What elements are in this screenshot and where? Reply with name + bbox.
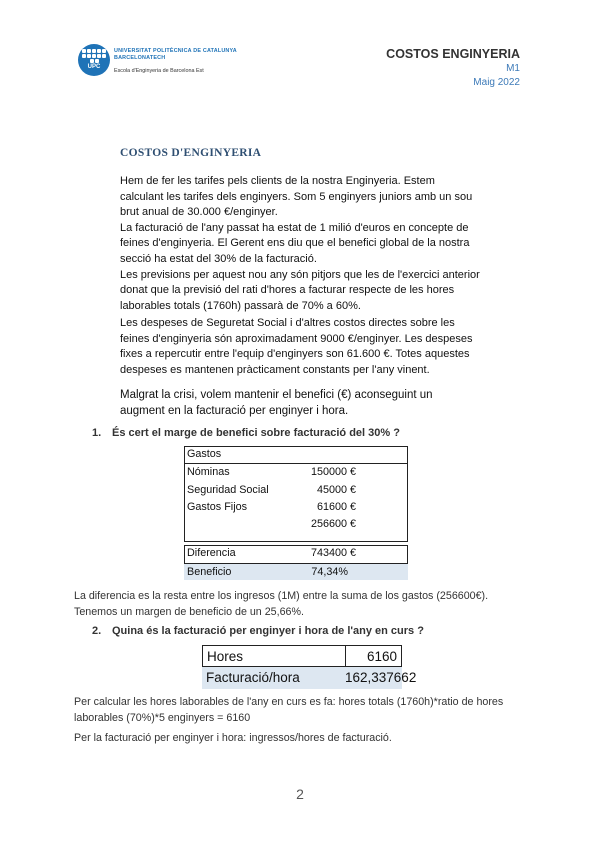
billing-table: [202, 645, 417, 689]
question-2-text: Quina és la facturació per enginyer i hora de l'any en curs ?: [112, 625, 424, 637]
row-value: 61600 €: [316, 501, 356, 513]
billing-per-hour-label: Facturació/hora: [202, 667, 346, 689]
module-label: M1: [506, 63, 520, 74]
document-title: COSTOS ENGINYERIA: [386, 47, 520, 61]
row-label: Gastos Fijos: [187, 501, 247, 513]
benefit-label: Beneficio: [187, 566, 232, 578]
university-line-2: BARCELONATECH: [114, 54, 166, 61]
statement-paragraph-2: Les despeses de Seguretat Social i d'altres costos directes sobre les feines d'enginyeria són aproximadament 9000 €/enginyer. Les despeses fixes a repercutir entre l'equip d'enginyers son 61.600 €. Totes aquestes despeses es mantenen pràcticament constants per l'any vinent.: [120, 317, 473, 376]
document-date: Maig 2022: [473, 77, 520, 88]
table-header-row: [184, 446, 408, 463]
school-name: Escola d'Enginyeria de Barcelona Est: [114, 68, 204, 74]
difference-row: [184, 545, 408, 562]
table-row-total: [184, 516, 408, 533]
billing-per-hour-value: 162,337662: [345, 667, 402, 689]
table-header: Gastos: [187, 448, 222, 460]
row-value: 150000 €: [310, 466, 356, 478]
table-row: [184, 482, 408, 499]
table-row: [184, 499, 408, 516]
question-2-number: 2.: [92, 625, 102, 637]
question-1: [92, 427, 400, 439]
question-1-number: 1.: [92, 427, 102, 439]
expenses-table: [184, 446, 408, 580]
university-line-1: UNIVERSITAT POLITÈCNICA DE CATALUNYA: [114, 48, 237, 54]
statement-paragraph-1: Hem de fer les tarifes pels clients de la nostra Enginyeria. Estem calculant les tarifes dels enginyers. Som 5 enginyers juniors amb un sou brut anual de 30.000 €/enginyer. La facturació de l'any passat ha estat de 1 milió d'euros en concepte de feines d'enginyeria. El Gerent ens diu que el benefici global de la nostra secció ha estat del 30% de la facturació. Les previsions per aquest nou any són pitjors que les de l'exercici anterior donat que la previsió del rati d'hores a facturar respecte de les hores laborables totals (1760h) passarà de 70% a 60%.: [120, 175, 480, 312]
hours-value: 6160: [345, 645, 402, 667]
total-value: 256600 €: [310, 518, 356, 530]
explanation-1: La diferencia es la resta entre los ingresos (1M) entre la suma de los gastos (256600€). Tenemos un margen de beneficio de un 25,66%.: [74, 590, 489, 618]
difference-label: Diferencia: [187, 547, 236, 559]
row-value: 45000 €: [316, 484, 356, 496]
statement-title: COSTOS D'ENGINYERIA: [120, 147, 262, 159]
difference-value: 743400 €: [310, 547, 356, 559]
statement-paragraph-3: Malgrat la crisi, volem mantenir el benefici (€) aconseguint un augment en la facturació per enginyer i hora.: [120, 389, 433, 417]
question-2: [92, 625, 424, 637]
benefit-row: [184, 563, 408, 580]
page-number: 2: [296, 786, 304, 802]
row-label: Nóminas: [187, 466, 230, 478]
table-row: [184, 464, 408, 481]
row-label: Seguridad Social: [187, 484, 269, 496]
hours-label: Hores: [202, 645, 346, 667]
logo-text: UPC: [87, 64, 101, 70]
benefit-value: 74,34%: [311, 566, 348, 578]
explanation-3: Per la facturació per enginyer i hora: ingressos/hores de facturació.: [74, 732, 392, 744]
upc-logo: [78, 44, 110, 76]
university-name: [114, 48, 237, 61]
question-1-text: És cert el marge de benefici sobre facturació del 30% ?: [112, 427, 400, 439]
explanation-2: Per calcular les hores laborables de l'any en curs es fa: hores totals (1760h)*ratio de hores laborables (70%)*5 enginyers = 6160: [74, 696, 504, 724]
